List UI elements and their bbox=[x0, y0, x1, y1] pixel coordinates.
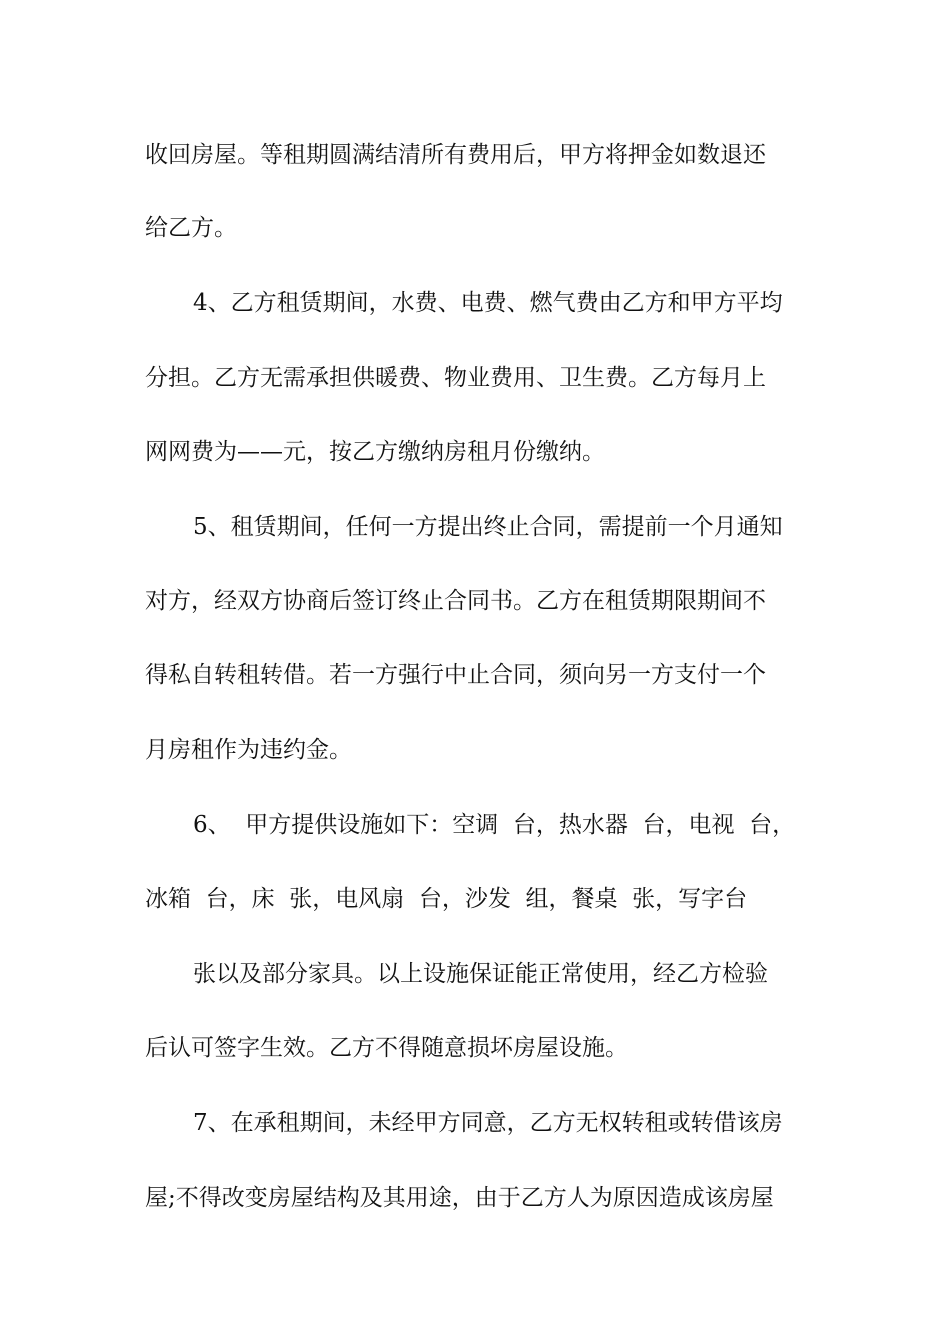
text-line: 得私自转租转借。若一方强行中止合同，须向另一方支付一个 bbox=[145, 662, 766, 688]
paragraph-6-line: 6、 甲方提供设施如下：空调 台，热水器 台，电视 台， bbox=[193, 812, 796, 838]
text-line: 张以及部分家具。以上设施保证能正常使用，经乙方检验 bbox=[193, 961, 768, 987]
text-line: 网网费为——元，按乙方缴纳房租月份缴纳。 bbox=[145, 439, 605, 465]
text-line: 冰箱 台，床 张，电风扇 台，沙发 组，餐桌 张，写字台 bbox=[145, 886, 748, 912]
text-line: 屋;不得改变房屋结构及其用途，由于乙方人为原因造成该房屋 bbox=[145, 1185, 774, 1211]
text-line: 给乙方。 bbox=[145, 215, 237, 241]
text-line: 月房租作为违约金。 bbox=[145, 737, 352, 763]
paragraph-5-line: 5、租赁期间，任何一方提出终止合同，需提前一个月通知 bbox=[193, 514, 783, 540]
text-line: 收回房屋。等租期圆满结清所有费用后，甲方将押金如数退还 bbox=[145, 142, 766, 168]
paragraph-7-line: 7、在承租期间，未经甲方同意，乙方无权转租或转借该房 bbox=[193, 1110, 783, 1136]
text-line: 后认可签字生效。乙方不得随意损坏房屋设施。 bbox=[145, 1035, 628, 1061]
text-line: 对方，经双方协商后签订终止合同书。乙方在租赁期限期间不 bbox=[145, 588, 766, 614]
paragraph-4-line: 4、乙方租赁期间，水费、电费、燃气费由乙方和甲方平均 bbox=[193, 290, 783, 316]
text-line: 分担。乙方无需承担供暖费、物业费用、卫生费。乙方每月上 bbox=[145, 365, 766, 391]
